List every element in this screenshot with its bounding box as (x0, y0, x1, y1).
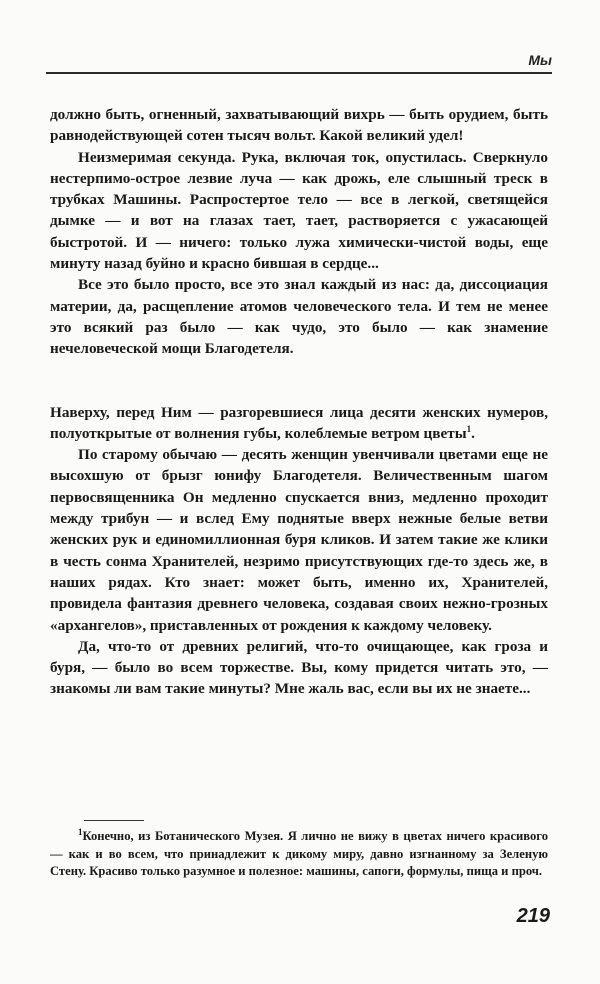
paragraph: Да, что-то от древних религий, что-то очищающее, как гроза и буря, — было во всем торжестве. Вы, кому придется читать это, — знакомы ли вам такие минуты? Мне жаль вас, если вы их не знаете... (50, 637, 548, 698)
paragraph-with-footnote: Наверху, перед Ним — разгоревшиеся лица десяти женских нумеров, полуоткрытые от волнения губы, колеблемые ветром цветы$^1$. (50, 403, 548, 442)
main-text (50, 104, 548, 700)
paragraph-continued: должно быть, огненный, захватывающий вихрь — быть орудием, быть равнодействующей сотен тысяч вольт. Какой великий удел! (50, 106, 548, 145)
paragraph-text: Наверху, перед Ним — разгоревшиеся лица десяти женских нумеров, полуоткрытые от волнения губы, колеблемые ветром цветы (50, 403, 548, 442)
footnote (50, 828, 548, 881)
running-head-title: Мы (528, 52, 552, 68)
running-head (46, 46, 552, 72)
header-rule (46, 72, 552, 74)
footnote-marker: 1 (78, 826, 83, 837)
footnote-reference[interactable]: 1 (466, 423, 472, 434)
footnote-text: Конечно, из Ботанического Музея. Я лично не вижу в цветах ничего красивого — как и во всем, что принадлежит к дикому миру, давно изгнанному за Зеленую Стену. Красиво только разумное и полезное: машины, сапоги, формулы, пища и проч. (50, 829, 548, 879)
paragraph: Все это было просто, все это знал каждый из нас: да, диссоциация материи, да, расщепление атомов человеческого тела. И тем не менее это всякий раз было — как чудо, это было — как знамение нечеловеческой мощи Благодетеля. (50, 276, 548, 358)
paragraph: Неизмеримая секунда. Рука, включая ток, опустилась. Сверкнуло нестерпимо-острое лезвие луча — как дрожь, еле слышный треск в трубках Машины. Распростертое тело — все в легкой, светящейся дымке — и вот на глазах тает, тает, растворяется с ужасающей быстротой. И — ничего: только лужа химически-чистой воды, еще минуту назад буйно и красно бившая в сердце... (50, 148, 548, 273)
page-number: 219 (516, 905, 550, 927)
paragraph: По старому обычаю — десять женщин увенчивали цветами еще не высохшую от брызг юнифу Благодетеля. Величественным шагом первосвященника Он медленно спускается вниз, медленно проходит между трибун — и вслед Ему поднятые вверх нежные белые ветви женских рук и единомиллионная буря кликов. И затем такие же клики в честь сонма Хранителей, незримо присутствующих где-то здесь же, в наших рядах. Кто знает: может быть, именно их, Хранителей, провидела фантазия древнего человека, создавая своих нежно-грозных «архангелов», приставленных от рождения к каждому человеку. (50, 446, 548, 634)
footnote-rule (84, 820, 144, 821)
